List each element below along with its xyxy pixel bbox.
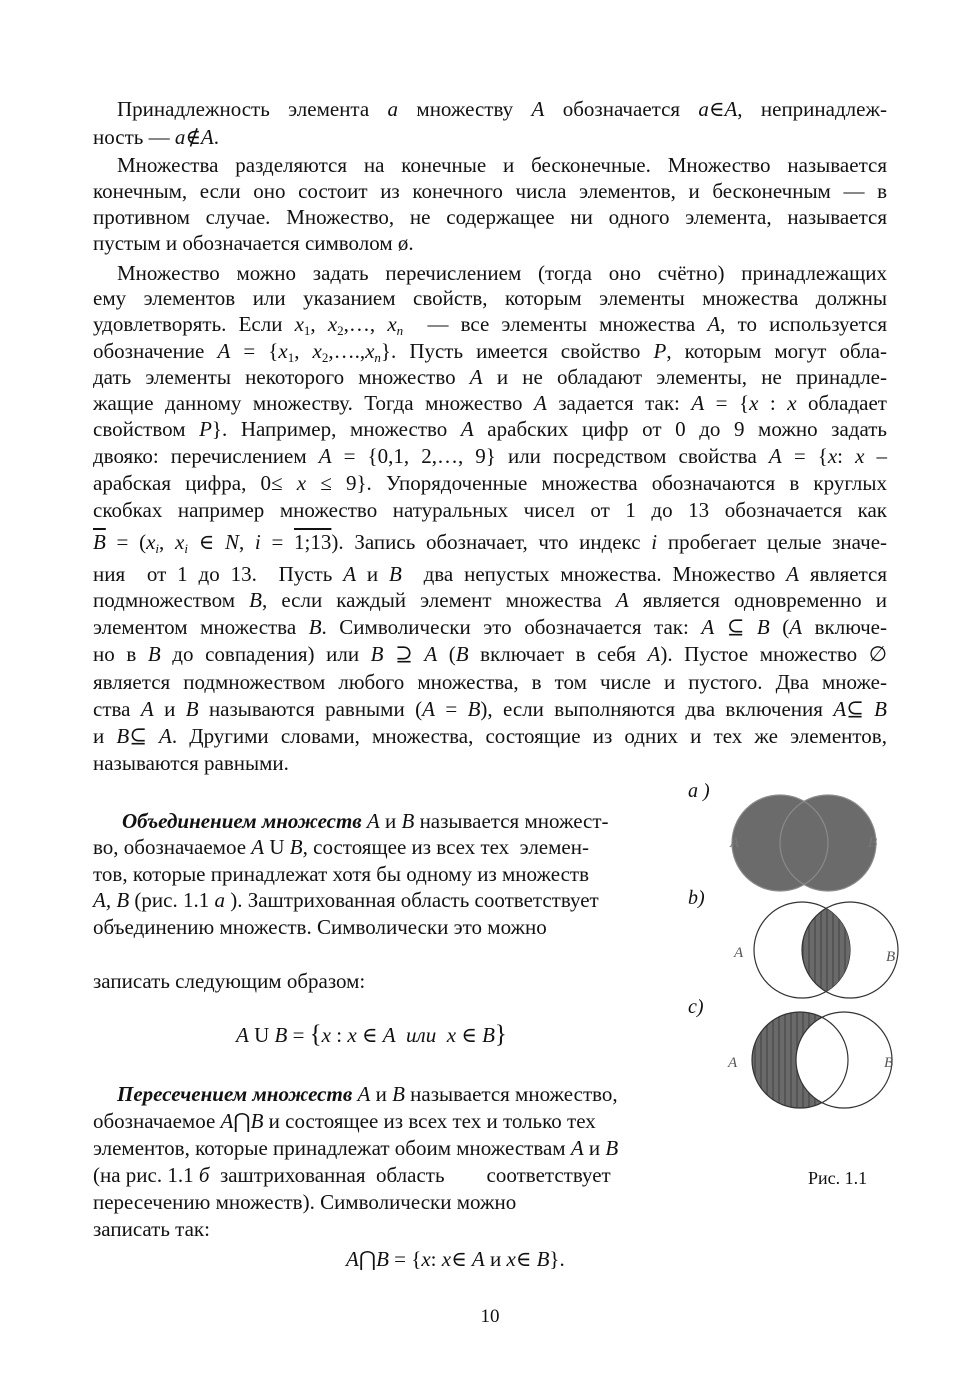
- venn-figure: [700, 785, 920, 1115]
- union-line5: объединению множеств. Символически это можно: [93, 915, 547, 939]
- union-line2: во, обозначаемое A U B, состоящее из всех тех элемен-: [93, 835, 589, 859]
- para3-line17: ства A и B называются равными (A = B), если выполняются два включения A⊆ B: [93, 697, 887, 721]
- venn-a-label-a: A: [730, 835, 740, 851]
- venn-intersection: [733, 902, 898, 998]
- para3-line13: подмножеством B, если каждый элемент множества A является одновременно и: [93, 588, 887, 612]
- venn-c-circle-b: [796, 1012, 892, 1108]
- intersection-line6: записать так:: [93, 1217, 210, 1241]
- venn-b-label-b: B: [886, 949, 896, 965]
- para3-line4: обозначение $A = \{x_1$, $x_2,\dots.,x_n$}. Пусть имеется свойство P, которым могут обла-: [93, 339, 887, 365]
- para3-line14: элементом множества B. Символически это обозначается так: A ⊆ B (A включе-: [93, 615, 887, 639]
- intersection-line4: (на рис. 1.1 б заштрихованная область соответствует: [93, 1163, 611, 1187]
- figure-label-a: a ): [688, 780, 710, 802]
- venn-c-label-a: A: [728, 1055, 738, 1071]
- para3-line5: дать элементы некоторого множество A и не обладают элементы, не принадле-: [93, 365, 887, 389]
- para3-line3: удовлетворять. Если $x_1$, $x_2,\dots$, $x_n$ — все элементы множества A, то используется: [93, 312, 888, 338]
- para2-line2: конечным, если оно состоит из конечного числа элементов, и бесконечным — в: [93, 179, 887, 203]
- para3-line12: ния от 1 до 13. Пусть A и B два непустых множества. Множество A является: [93, 562, 887, 586]
- para3-line9: арабская цифра, 0≤ x ≤ 9}. Упорядоченные множества обозначаются в круглых: [93, 471, 887, 495]
- para3-line7: свойством P}. Например, множество A арабских цифр от 0 до 9 можно задать: [93, 417, 887, 441]
- venn-c-label-b: B: [884, 1055, 894, 1071]
- para3-line6: жащие данному множеству. Тогда множество A задается так: A = {x : x обладает: [93, 391, 887, 415]
- intersection-term: Пересечением множеств: [117, 1082, 353, 1106]
- figure-label-c: c): [688, 996, 704, 1018]
- para2-line4: пустым и обозначается символом ø.: [93, 231, 414, 255]
- intersection-line1: Пересечением множеств A и B называется множество,: [117, 1082, 618, 1106]
- para3-line10: скобках например множество натуральных чисел от 1 до 13 обозначается как: [93, 498, 887, 522]
- venn-difference: [727, 1012, 893, 1108]
- para2-line3: противном случае. Множество, не содержащее ни одного элемента, называется: [93, 205, 887, 229]
- venn-union: [729, 795, 877, 891]
- figure-caption: Рис. 1.1: [808, 1168, 868, 1188]
- page-number: 10: [480, 1306, 500, 1327]
- union-formula: A U B = {x : x ∈ A или x ∈ B}: [236, 1021, 507, 1048]
- union-line4: A, B (рис. 1.1 a ). Заштрихованная область соответствует: [93, 888, 599, 912]
- para3-line1: Множество можно задать перечислением (тогда оно счётно) принадлежащих: [117, 261, 887, 285]
- para3-line15: но в B до совпадения) или B ⊇ A (B включает в себя A). Пустое множество ∅: [93, 642, 887, 666]
- intersection-line3: элементов, которые принадлежат обоим множествам A и B: [93, 1136, 619, 1160]
- union-term: Объединением множеств: [122, 809, 362, 833]
- para3-line19: называются равными.: [93, 751, 289, 775]
- venn-a-label-b: B: [868, 835, 878, 851]
- para3-line16: является подмножеством любого множества, в том числе и пустого. Два множе-: [93, 670, 887, 694]
- para1-line1: Принадлежность элемента a множеству A обозначается a∈A, непринадлеж-: [117, 97, 887, 121]
- venn-b-label-a: A: [734, 945, 744, 961]
- union-line1: Объединением множеств A и B называется множест-: [122, 809, 609, 833]
- union-line6: записать следующим образом:: [93, 969, 366, 993]
- para3-line2: ему элементов или указанием свойств, которым элементы множества должны: [93, 286, 887, 310]
- intersection-line5: пересечению множеств). Символически можно: [93, 1190, 517, 1214]
- figure-label-b: b): [688, 887, 705, 909]
- para2-line1: Множества разделяются на конечные и бесконечные. Множество называется: [117, 153, 887, 177]
- intersection-formula: A⋂B = {x: x∈ A и x∈ B}.: [346, 1247, 565, 1271]
- para3-line11: $\overline{B} = (x_i$, $x_i$ ∈ N, i = 1;13). Запись обозначает, что индекс i пробегает целые значе-: [93, 530, 888, 556]
- para3-line18: и B⊆ A. Другими словами, множества, состоящие из одних и тех же элементов,: [93, 724, 887, 748]
- intersection-line2: обозначаемое A⋂B и состоящее из всех тех и только тех: [93, 1109, 596, 1133]
- union-line3: тов, которые принадлежат хотя бы одному из множеств: [93, 862, 590, 886]
- para1-line2: ность — a∉A.: [93, 125, 219, 149]
- para3-line8: двояко: перечислением A = {0,1, 2,…, 9} или посредством свойства A = {x: x –: [93, 444, 888, 468]
